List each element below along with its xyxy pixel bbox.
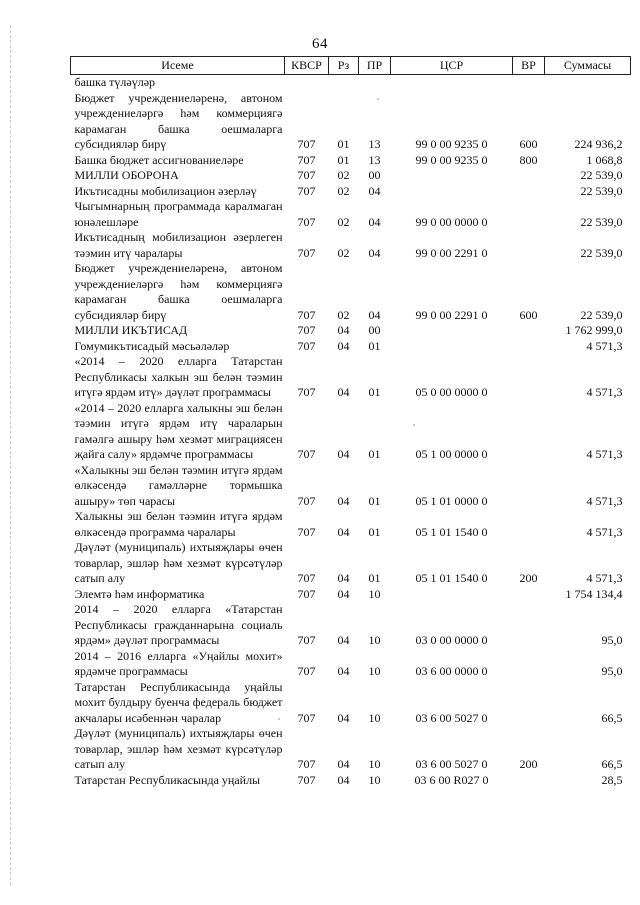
table-row [71,680,631,727]
cell-name: Бюджет учреждениеләренә, автоном учреждениеләргә һәм коммерциягә карамаган башка оешмаларга субсидияләр бирү [74,261,283,322]
cell-vr: 200 [519,571,538,585]
table-row [71,339,631,355]
cell-vr [513,587,545,603]
cell-pr: 10 [368,664,381,678]
cell-vr: 600 [519,307,538,322]
table-row [71,509,631,540]
cell-csr: 99 0 00 9235 0 [415,137,488,151]
table-row [71,354,631,401]
cell-rz [329,75,359,91]
cell-rz: 02 [337,214,350,229]
page-number: 64 [312,36,328,52]
table-row [71,463,631,510]
cell-sum: 4 571,3 [586,524,623,539]
cell-pr: 10 [368,586,381,601]
cell-vr [513,339,545,355]
cell-rz: 04 [337,772,350,787]
cell-rz: 04 [337,524,350,539]
table-row [71,168,631,184]
cell-sum: 95,0 [601,664,623,678]
cell-pr: 01 [368,385,381,399]
cell-vr [513,602,545,649]
cell-name: МИЛЛИ ОБОРОНА [74,168,179,182]
cell-vr [513,199,545,230]
cell-kvsr: 707 [297,571,316,585]
cell-csr: 05 1 01 1540 0 [415,524,488,539]
cell-rz: 04 [337,447,350,461]
cell-name: Икътисадны мобилизацион әзерләү [74,183,257,198]
cell-csr: 05 0 00 0000 0 [415,385,488,399]
table-row [71,153,631,169]
table-row [71,230,631,261]
cell-sum: 22 539,0 [580,183,623,198]
cell-name: Дәүләт (муниципаль) ихтыяҗлары өчен товарлар, эшләр һәм хезмәт күрсәтүләр сатып алу [74,540,283,585]
cell-kvsr: 707 [297,447,316,461]
header-name: Исеме [71,57,285,75]
table-header-row [71,57,631,75]
table-row [71,184,631,200]
cell-sum: 224 936,2 [574,137,623,151]
cell-name: Чыгымнарның программада каралмаган юнәлешләре [74,199,283,229]
cell-sum: 22 539,0 [580,214,623,229]
cell-rz: 04 [337,493,350,508]
cell-kvsr [285,75,329,91]
cell-rz: 04 [337,385,350,399]
cell-sum: 4 571,3 [586,447,623,461]
cell-rz: 04 [337,338,350,353]
table-row [71,91,631,153]
cell-kvsr: 707 [297,493,316,508]
cell-rz: 04 [337,710,350,725]
table-row [71,540,631,587]
cell-kvsr: 707 [297,524,316,539]
cell-pr: 01 [368,338,381,353]
budget-table [70,56,631,788]
cell-csr: 05 1 01 0000 0 [415,493,488,508]
header-kvsr: КВСР [285,57,329,75]
cell-name: Татарстан Республикасында уңайлы мохит булдыру буенча федераль бюджет акчалары исәбеннән чаралар [74,679,283,725]
cell-rz: 02 [337,245,350,260]
cell-csr [391,323,513,339]
cell-vr [513,184,545,200]
cell-kvsr: 707 [297,245,316,260]
cell-sum [545,75,631,91]
cell-name: «2014 – 2020 елларга халыкны эш белән тәэмин итүгә ярдәм итү чараларын гамәлгә ашыру һәм хезмәт миграциясен җайга салу» ярдәмче программасы [74,400,283,461]
cell-name: башка түләүләр [74,75,156,89]
header-csr: ЦСР [391,57,513,75]
cell-pr: 04 [368,245,381,260]
cell-csr: 03 0 00 0000 0 [415,633,488,647]
cell-vr [513,354,545,401]
cell-rz: 04 [337,633,350,647]
cell-sum: 28,5 [601,772,623,787]
cell-name: МИЛЛИ ИКЪТИСАД [74,323,188,337]
cell-kvsr: 707 [297,307,316,322]
cell-vr [513,509,545,540]
cell-vr [513,773,545,789]
cell-vr [513,323,545,339]
cell-rz: 04 [337,586,350,601]
cell-sum: 22 539,0 [580,245,623,260]
cell-sum: 22 539,0 [580,168,623,182]
cell-name: 2014 – 2016 елларга «Уңайлы мохит» ярдәмче программасы [74,648,283,678]
cell-kvsr: 707 [297,633,316,647]
cell-name: Дәүләт (муниципаль) ихтыяҗлары өчен товарлар, эшләр һәм хезмәт күрсәтүләр сатып алу [74,726,283,771]
table-row [71,649,631,680]
cell-pr: 10 [368,772,381,787]
cell-csr [391,339,513,355]
header-vr: ВР [513,57,545,75]
table-row [71,199,631,230]
cell-vr [513,680,545,727]
cell-name: Халыкны эш белән тәэмин итүгә ярдәм өлкәсендә программа чаралары [74,509,283,539]
cell-name: Гомумикътисадый мәсьәләләр [74,338,230,353]
cell-sum: 4 571,3 [586,385,623,399]
cell-vr [513,230,545,261]
cell-name: «Халыкны эш белән тәэмин итүгә ярдәм өлкәсендә гамәлләрне тормышка ашыру» төп чарасы [74,462,283,508]
cell-name: Икътисадның мобилизацион әзерлеген тәэмин итү чаралары [74,230,283,260]
cell-pr [359,75,391,91]
table-row [71,323,631,339]
cell-rz: 04 [337,757,350,771]
cell-vr [513,168,545,184]
cell-csr [391,587,513,603]
cell-rz: 04 [337,323,350,337]
cell-name: «2014 – 2020 елларга Татарстан Республикасы халкын эш белән тәэмин итүгә ярдәм итү» дәүләт программасы [74,354,283,399]
cell-pr: 00 [368,168,381,182]
cell-rz: 02 [337,307,350,322]
cell-csr [391,184,513,200]
scan-margin-line [10,25,11,885]
cell-csr: 99 0 00 0000 0 [415,214,488,229]
cell-kvsr: 707 [297,137,316,151]
cell-rz: 01 [337,137,350,151]
cell-vr: 800 [519,152,538,167]
table-row [71,602,631,649]
table-row [71,401,631,463]
cell-sum: 4 571,3 [586,493,623,508]
header-rz: Рз [329,57,359,75]
cell-pr: 13 [368,152,381,167]
cell-csr: 03 6 00 0000 0 [415,664,488,678]
table-row [71,773,631,789]
table-row [71,261,631,323]
cell-sum: 4 571,3 [586,338,623,353]
cell-pr: 04 [368,307,381,322]
cell-kvsr: 707 [297,757,316,771]
cell-csr: 03 6 00 5027 0 [415,710,488,725]
cell-vr: 600 [519,137,538,151]
cell-kvsr: 707 [297,586,316,601]
cell-kvsr: 707 [297,152,316,167]
cell-csr: 03 6 00 R027 0 [414,772,489,787]
cell-pr: 10 [368,757,381,771]
cell-csr: 05 1 01 1540 0 [415,571,488,585]
cell-vr [513,463,545,510]
cell-vr [513,649,545,680]
cell-sum: 22 539,0 [580,307,623,322]
cell-name: Татарстан Республикасында уңайлы [74,772,261,787]
cell-sum: 66,5 [601,710,623,725]
cell-kvsr: 707 [297,323,316,337]
cell-csr [391,168,513,184]
cell-csr: 99 0 00 9235 0 [415,152,488,167]
cell-pr: 10 [368,710,381,725]
cell-pr: 01 [368,571,381,585]
cell-sum: 95,0 [601,633,623,647]
header-pr: ПР [359,57,391,75]
cell-pr: 04 [368,214,381,229]
cell-pr: 01 [368,447,381,461]
cell-sum: 66,5 [601,757,623,771]
cell-kvsr: 707 [297,183,316,198]
cell-kvsr: 707 [297,338,316,353]
cell-vr [513,75,545,91]
table-row [71,75,631,91]
cell-pr: 10 [368,633,381,647]
cell-sum: 1 762 999,0 [565,323,623,337]
cell-name: 2014 – 2020 елларга «Татарстан Республикасы гражданнарына социаль ярдәм» дәүләт программасы [74,602,283,647]
cell-csr [391,75,513,91]
cell-pr: 04 [368,183,381,198]
table-row [71,726,631,773]
cell-kvsr: 707 [297,772,316,787]
cell-kvsr: 707 [297,385,316,399]
cell-rz: 04 [337,571,350,585]
cell-kvsr: 707 [297,214,316,229]
cell-name: Элемтә һәм информатика [74,586,205,601]
cell-csr: 99 0 00 2291 0 [415,307,488,322]
header-sum: Суммасы [545,57,631,75]
cell-rz: 02 [337,183,350,198]
cell-csr: 99 0 00 2291 0 [415,245,488,260]
cell-csr: 03 6 00 5027 0 [415,757,488,771]
cell-kvsr: 707 [297,664,316,678]
cell-rz: 04 [337,664,350,678]
cell-csr: 05 1 00 0000 0 [415,447,488,461]
table-row [71,587,631,603]
cell-pr: 00 [368,323,381,337]
cell-pr: 13 [368,137,381,151]
cell-pr: 01 [368,493,381,508]
cell-vr [513,401,545,463]
cell-name: Башка бюджет ассигнованиеләре [74,152,244,167]
cell-name: Бюджет учреждениеләренә, автоном учреждениеләргә һәм коммерциягә карамаган башка оешмаларга субсидияләр бирү [74,90,283,151]
cell-vr: 200 [519,757,538,771]
cell-sum: 1 754 134,4 [565,586,623,601]
cell-kvsr: 707 [297,710,316,725]
cell-sum: 1 068,8 [586,152,623,167]
cell-sum: 4 571,3 [586,571,623,585]
cell-rz: 02 [337,168,350,182]
cell-pr: 01 [368,524,381,539]
cell-rz: 01 [337,152,350,167]
cell-kvsr: 707 [297,168,316,182]
